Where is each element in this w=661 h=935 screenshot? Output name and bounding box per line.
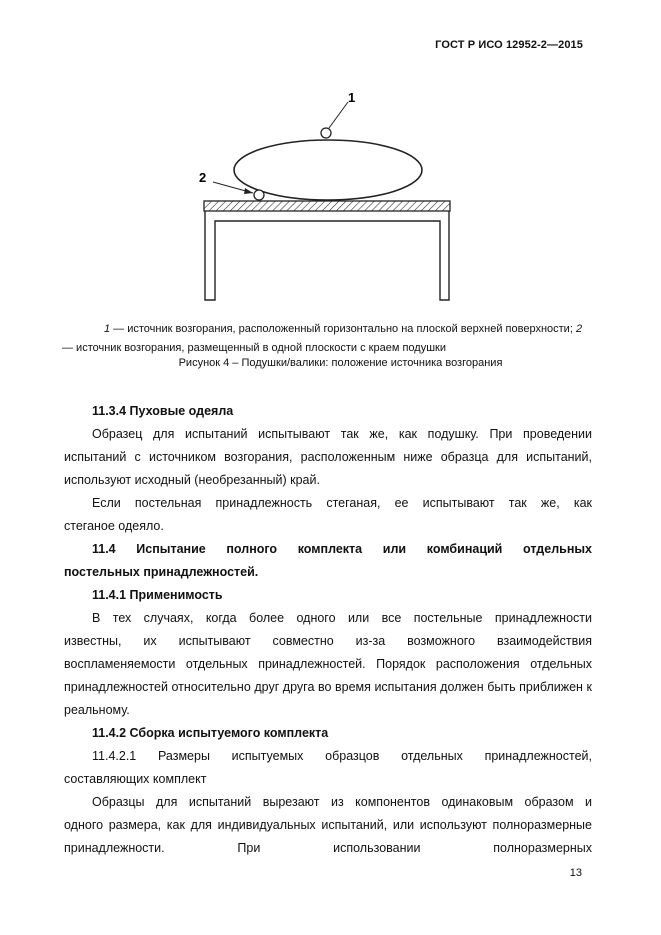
document-header: ГОСТ Р ИСО 12952-2—2015	[435, 39, 583, 51]
paragraph-4-rest: составляющих комплект	[64, 772, 207, 786]
legend-line-1	[62, 320, 596, 339]
section-heading-11-4: 11.4 Испытание полного комплекта или комбинаций отдельных	[92, 542, 592, 556]
section-heading-11-3-4: 11.3.4 Пуховые одеяла	[92, 404, 234, 418]
paragraph-5-first-line: Образцы для испытаний вырезают из компонентов одинаковым образом и	[92, 795, 592, 809]
paragraph-3-first-line: В тех случаях, когда более одного или все постельные принадлежности	[92, 611, 592, 625]
figure-label-1: 1	[348, 90, 356, 105]
document-body	[64, 400, 592, 860]
table-frame	[205, 211, 449, 300]
figure-label-2: 2	[199, 170, 207, 185]
figure-legend	[62, 320, 596, 358]
section-heading-11-4-cont: постельных принадлежностей.	[64, 565, 259, 579]
ignition-source-top	[321, 128, 331, 138]
legend-number-2: 2	[575, 323, 583, 335]
legend-number-1: 1	[104, 323, 111, 335]
legend-text-1: — источник возгорания, расположенный горизонтально на плоской верхней поверхности;	[110, 323, 576, 335]
paragraph-1-first-line: Образец для испытаний испытывают так же, как подушку. При проведении	[92, 427, 592, 441]
paragraph-2-rest: стеганое одеяло.	[64, 519, 164, 533]
paragraph-2-first-line: Если постельная принадлежность стеганая, ее испытывают так же, как	[92, 496, 592, 510]
figure-pillow-ignition	[0, 80, 661, 310]
legend-line-2: — источник возгорания, размещенный в одной плоскости с краем подушки	[62, 342, 446, 354]
section-heading-11-4-2: 11.4.2 Сборка испытуемого комплекта	[92, 726, 329, 740]
figure-caption: Рисунок 4 – Подушки/валики: положение источника возгорания	[178, 357, 503, 369]
leader-line-1	[329, 102, 348, 128]
section-heading-11-4-1: 11.4.1 Применимость	[92, 588, 223, 602]
ignition-source-edge	[254, 190, 264, 200]
paragraph-3-rest: известны, их испытывают совместно из-за возможного взаимодействия воспламеняемости отдельных принадлежностей. Порядок расположения отдельных принадлежностей относительно друг друга во время испытания должен быть приближен к реальному.	[64, 634, 592, 717]
paragraph-5-rest: одного размера, как для индивидуальных испытаний, или используют полноразмерные принадлежности. При использовании полноразмерных	[64, 818, 592, 855]
leader-arrow-2	[244, 188, 253, 194]
paragraph-1-rest: испытаний с источником возгорания, расположенным ниже образца для испытаний, используют исходный (необрезанный) край.	[64, 450, 592, 487]
page-number: 13	[569, 867, 582, 879]
paragraph-4-first-line: 11.4.2.1 Размеры испытуемых образцов отдельных принадлежностей,	[92, 749, 592, 763]
table-top	[204, 201, 450, 211]
